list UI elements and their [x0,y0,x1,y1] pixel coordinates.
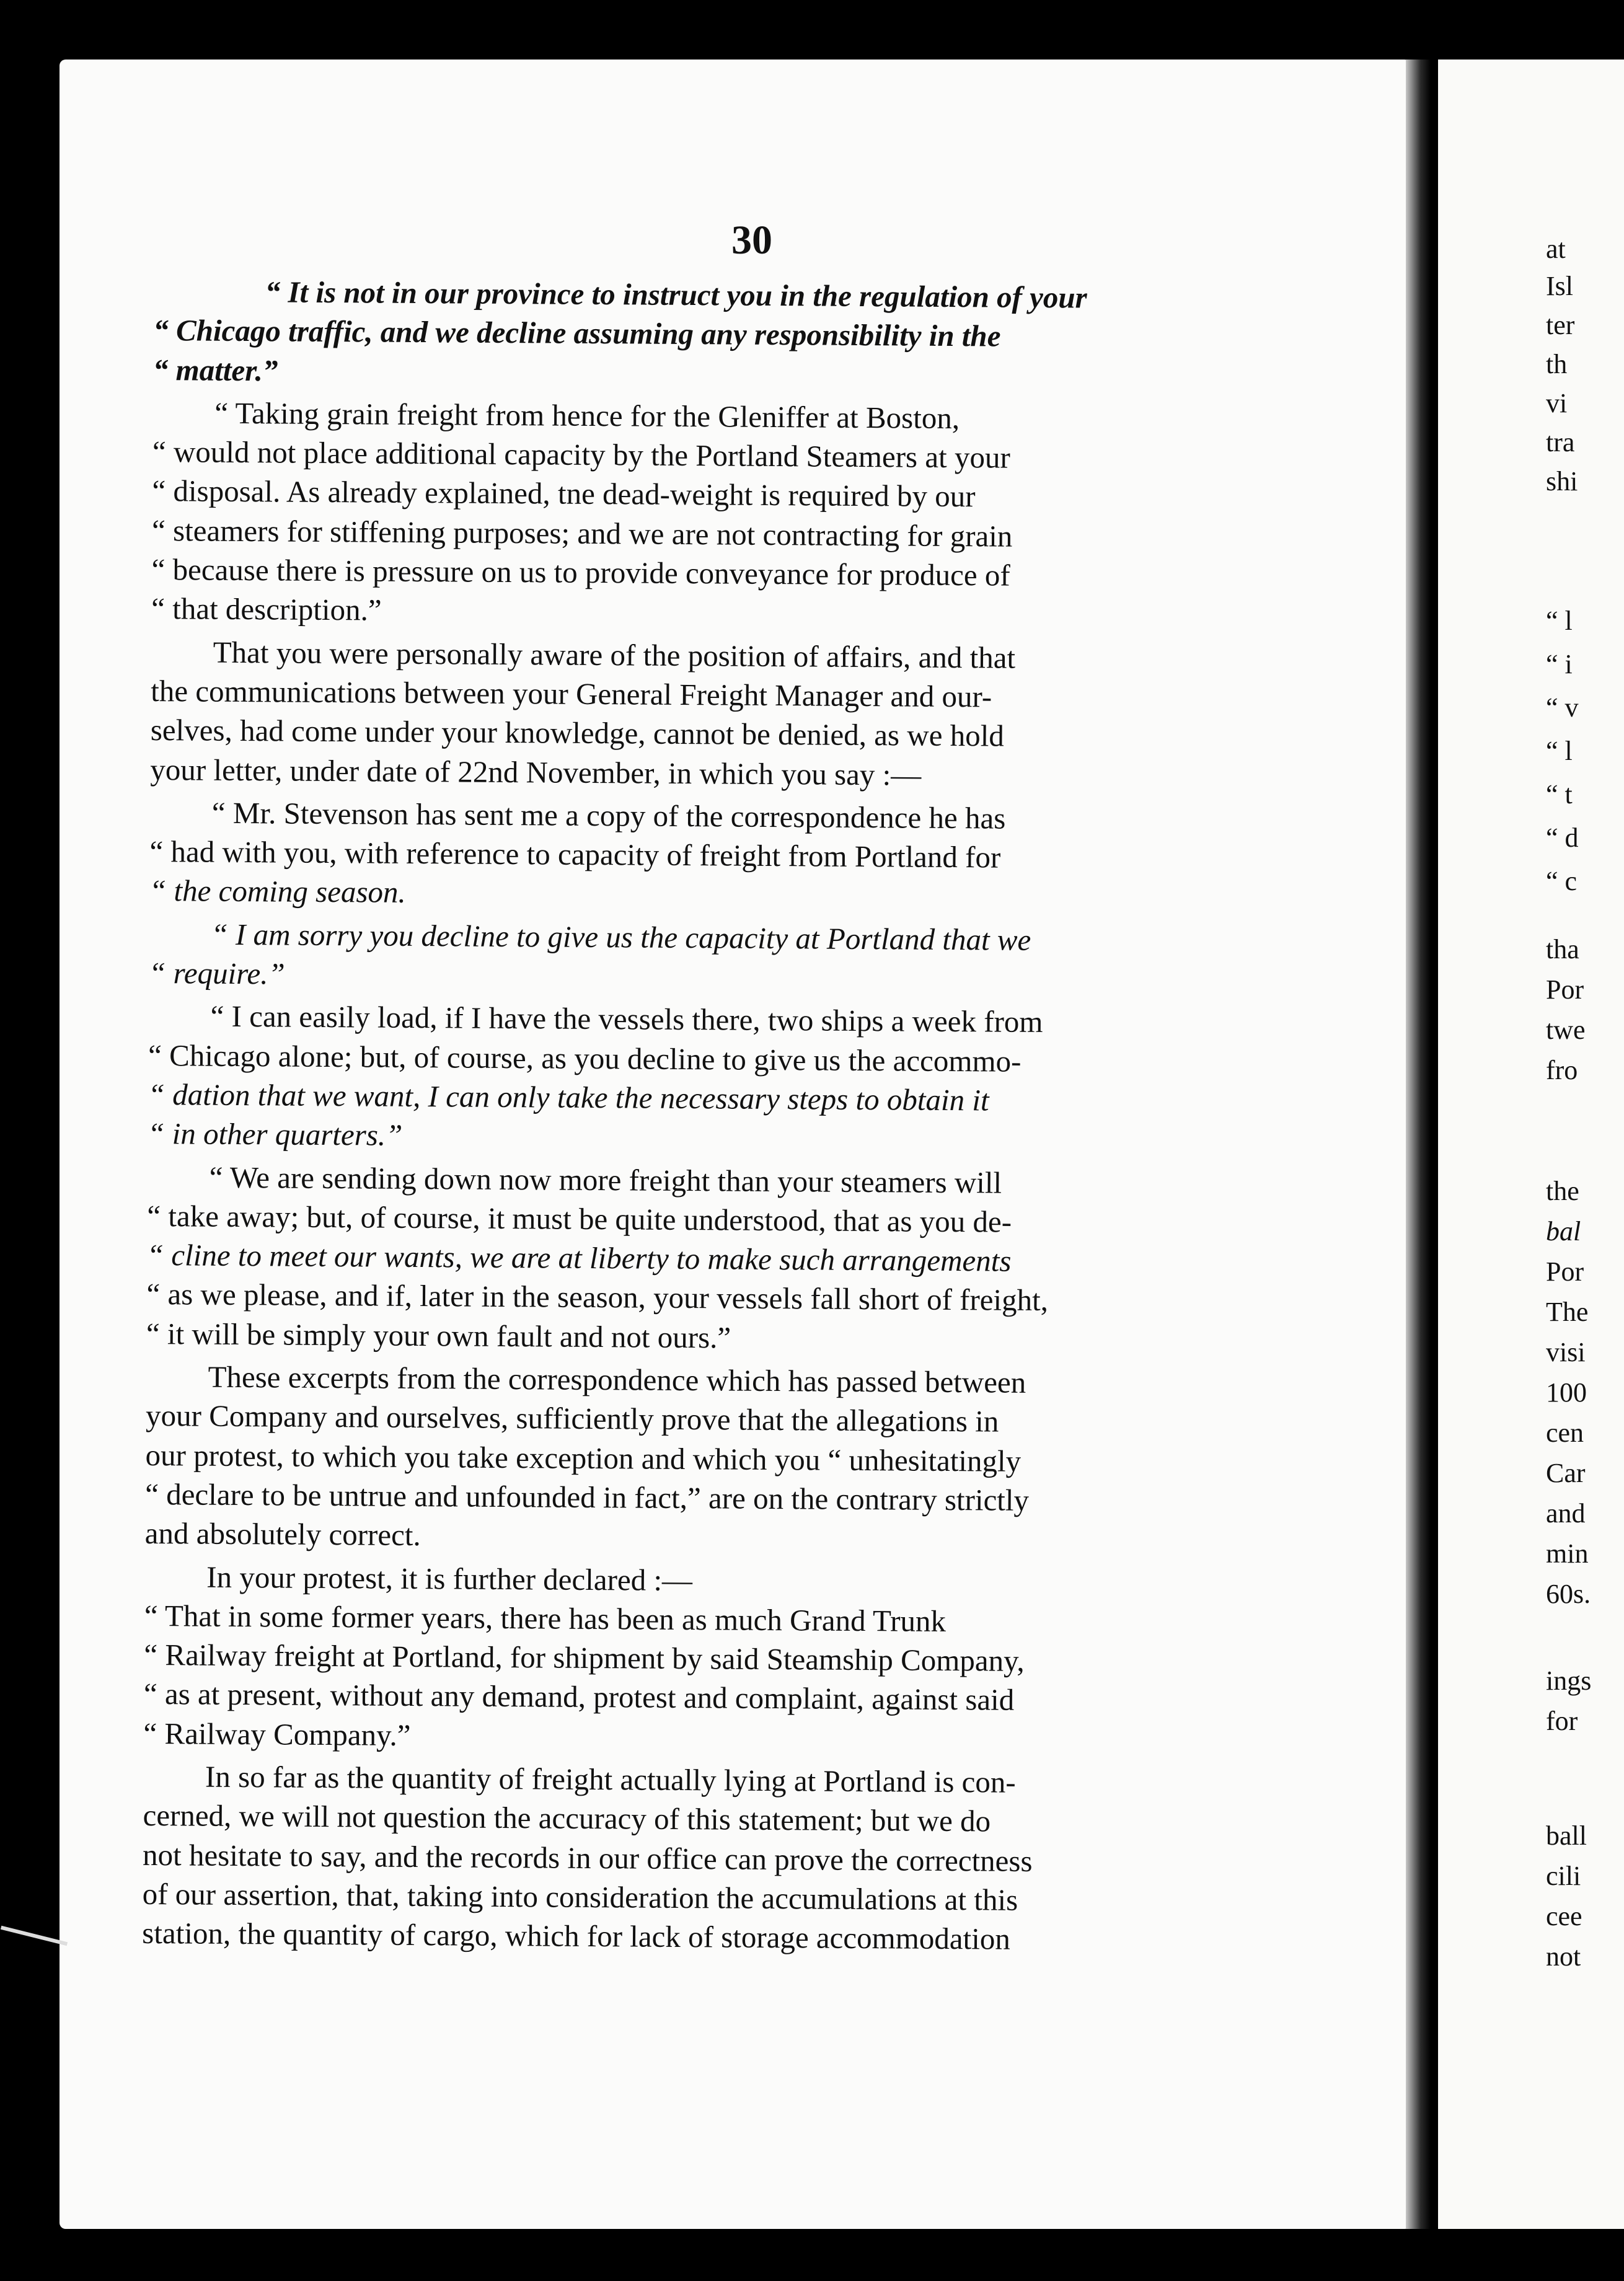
body-paragraph-2 [145,1357,1277,1561]
text-line: “ it will be simply your own fault and not ours.” [146,1316,731,1355]
fragment: cili [1546,1861,1581,1891]
fragment: at [1546,234,1566,264]
text-line: not hesitate to say, and the records in our office can prove the correctness [142,1837,1033,1878]
text-line: “ Railway Company.” [143,1716,411,1752]
text-line: “ as we please, and if, later in the season, your vessels fall short of freight, [146,1277,1049,1318]
quote-paragraph-1 [153,271,1284,397]
fragment: not [1546,1941,1581,1972]
fragment: “ i [1546,649,1573,679]
right-page [1438,60,1624,2229]
fragment: fro [1546,1055,1578,1085]
text-line: “ matter.” [152,352,278,387]
text-line: of our assertion, that, taking into consideration the accumulations at this [142,1876,1018,1917]
text-line: “ Railway freight at Portland, for shipment by said Steamship Company, [144,1638,1025,1678]
text-line: “ would not place additional capacity by the Portland Steamers at your [152,435,1010,475]
fragment: th [1546,349,1568,379]
text-line: “ had with you, with reference to capacity of freight from Portland for [149,834,1001,875]
text-line: That you were personally aware of the position of affairs, and that [213,635,1016,675]
text-line: “ require.” [148,956,285,991]
fragment: “ c [1546,866,1578,896]
text-line: “ disposal. As already explained, tne dead-weight is required by our [152,474,976,514]
text-line: “ because there is pressure on us to provide conveyance for produce of [151,552,1010,593]
text-line: selves, had come under your knowledge, cannot be denied, as we hold [150,713,1005,753]
page-gutter-shadow [1406,60,1431,2229]
binding-thread [1,1926,68,1946]
text-line: “ That in some former years, there has been as much Grand Trunk [144,1598,947,1638]
fragment: Por [1546,974,1584,1005]
text-line: In so far as the quantity of freight actually lying at Portland is con- [205,1759,1016,1799]
text-line: “ I can easily load, if I have the vessels there, two ships a week from [210,999,1043,1039]
text-line: station, the quantity of cargo, which for lack of storage accommodation [142,1916,1011,1956]
quote-paragraph-3 [149,793,1281,919]
fragment: “ v [1546,692,1579,723]
text-line: These excerpts from the correspondence which has passed between [208,1359,1026,1400]
fragment: ings [1546,1666,1592,1696]
quote-paragraph-5 [148,996,1279,1161]
page-body-text [142,271,1284,1964]
body-paragraph-1 [150,632,1282,797]
text-line: “ as at present, without any demand, protest and complaint, against said [143,1677,1015,1718]
text-line: the communications between your General Freight Manager and our- [151,673,992,714]
fragment: The [1546,1297,1589,1327]
body-paragraph-3 [143,1556,1275,1760]
quote-paragraph-2 [151,393,1284,637]
fragment: ter [1546,310,1575,340]
text-line: and absolutely correct. [144,1516,421,1553]
text-line: “ We are sending down now more freight than your steamers will [209,1160,1002,1200]
fragment: 100 [1546,1377,1587,1408]
text-line: “ dation that we want, I can only take the necessary steps to obtain it [148,1077,989,1118]
fragment: twe [1546,1015,1586,1045]
text-line: our protest, to which you take exception and which you “ unhesitatingly [145,1437,1022,1478]
fragment: Car [1546,1458,1586,1488]
fragment: and [1546,1498,1586,1529]
text-line: your letter, under date of 22nd November, in which you say :— [150,752,922,792]
fragment: “ d [1546,823,1579,853]
text-line: “ declare to be untrue and unfounded in fact,” are on the contrary strictly [145,1476,1030,1517]
text-line: your Company and ourselves, sufficiently prove that the allegations in [145,1398,999,1439]
fragment: tra [1546,427,1575,457]
text-line: “ Taking grain freight from hence for the Gleniffer at Boston, [214,395,960,435]
fragment: “ l [1546,606,1573,636]
fragment: min [1546,1538,1589,1569]
fragment: for [1546,1706,1578,1736]
fragment: Por [1546,1256,1584,1287]
fragment: “ t [1546,779,1573,810]
text-line: cerned, we will not question the accuracy of this statement; but we do [143,1798,991,1838]
fragment: ball [1546,1820,1587,1851]
text-line: “ steamers for stiffening purposes; and we are not contracting for grain [151,513,1013,554]
fragment: Isl [1546,271,1573,301]
text-line: In your protest, it is further declared :— [206,1560,693,1597]
text-line: “ that description.” [151,591,382,627]
fragment: tha [1546,934,1579,964]
fragment: the [1546,1176,1579,1206]
quote-paragraph-6 [146,1157,1278,1361]
text-line: “ I am sorry you decline to give us the capacity at Portland that we [211,917,1031,957]
fragment: bal [1546,1216,1581,1246]
fragment: vi [1546,388,1568,418]
fragment: 60s. [1546,1579,1591,1609]
fragment: visi [1546,1337,1586,1367]
text-line: “ Chicago alone; but, of course, as you decline to give us the accommo- [148,1038,1022,1079]
text-line: “ in other quarters.” [148,1116,403,1153]
text-line: “ It is not in our province to instruct you in the regulation of your [265,275,1087,315]
fragment: cee [1546,1901,1582,1931]
page-number: 30 [731,218,772,263]
text-line: “ Chicago traffic, and we decline assuming any responsibility in the [153,313,1001,353]
quote-paragraph-4 [149,914,1280,1000]
fragment: cen [1546,1418,1584,1448]
text-line: “ the coming season. [149,873,406,910]
text-line: “ cline to meet our wants, we are at liberty to make such arrangements [146,1238,1012,1278]
fragment: shi [1546,466,1578,496]
body-paragraph-4 [142,1757,1274,1961]
fragment: “ l [1546,736,1573,766]
text-line: “ Mr. Stevenson has sent me a copy of the correspondence he has [211,795,1006,836]
text-line: “ take away; but, of course, it must be quite understood, that as you de- [147,1198,1012,1239]
